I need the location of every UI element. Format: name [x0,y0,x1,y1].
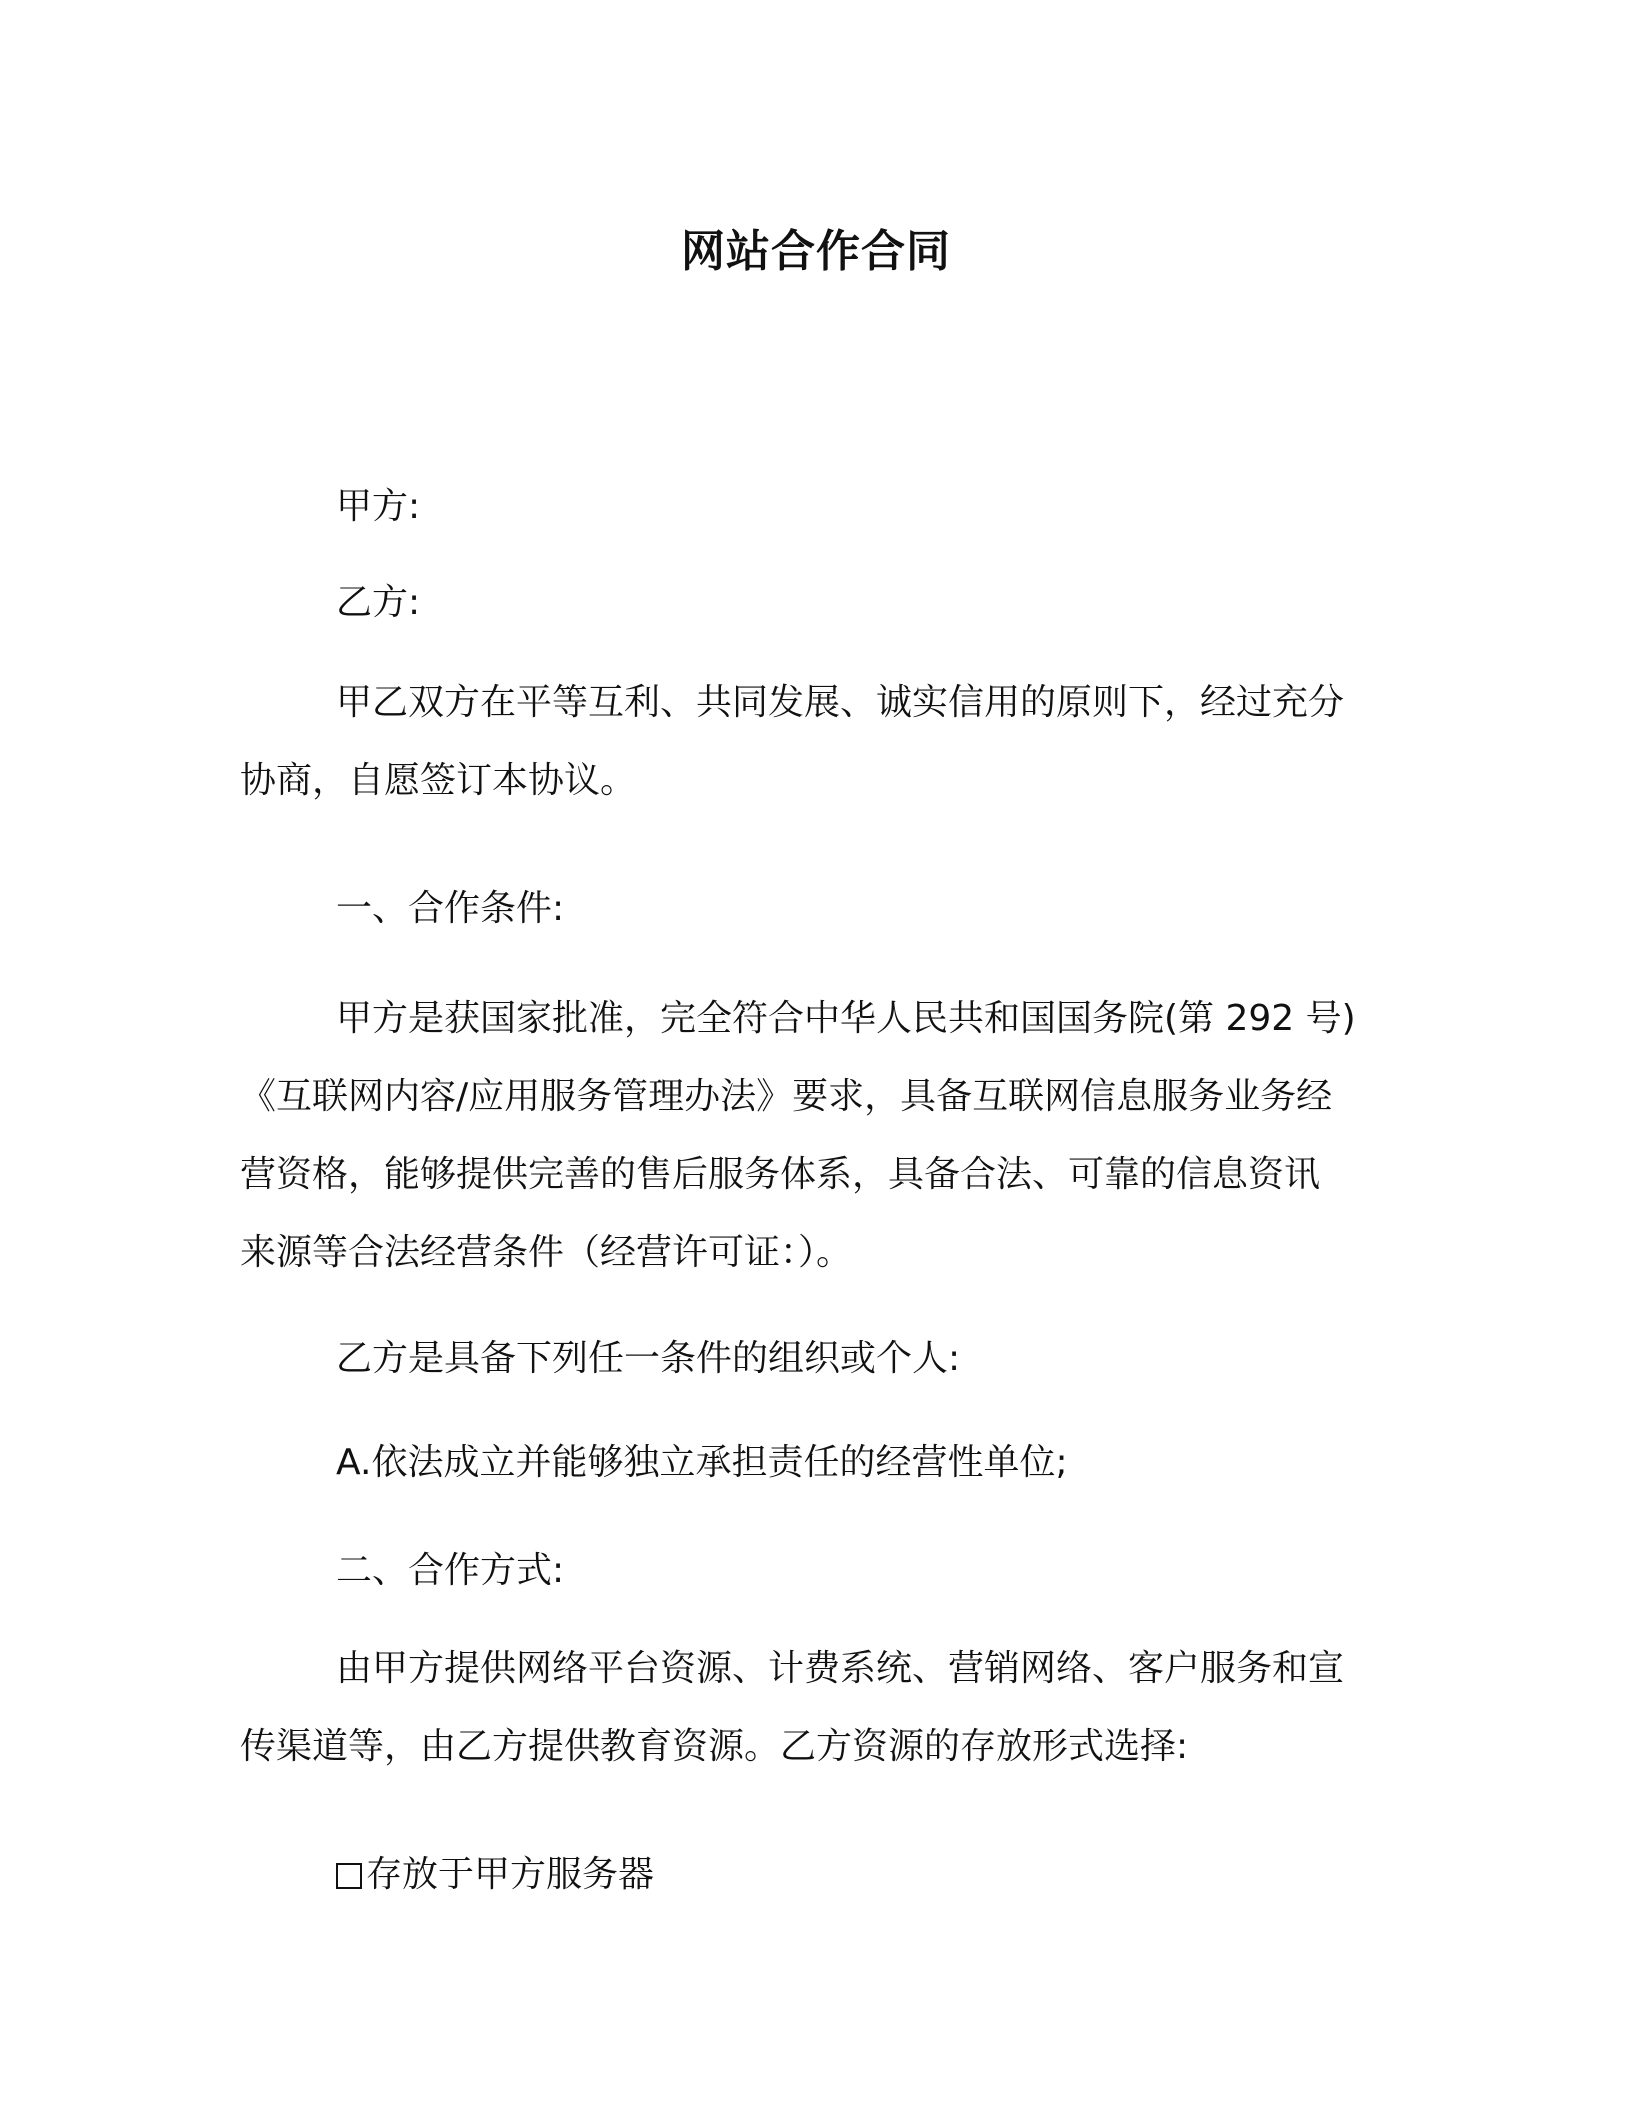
party-a-label: 甲方: [336,486,421,527]
intro-paragraph [240,664,1390,820]
document-title: 网站合作合同 [681,226,951,277]
intro-line-1: 甲乙双方在平等互利、共同发展、诚实信用的原则下，经过充分 [336,682,1345,723]
section-1-p1-line-1: 甲方是获国家批准，完全符合中华人民共和国国务院(第 292 号) [336,998,1356,1039]
section-1-item-a: A.依法成立并能够独立承担责任的经营性单位; [336,1442,1068,1483]
storage-option-1 [240,1836,1390,1914]
section-2-paragraph-1 [240,1630,1390,1786]
section-2-heading: 二、合作方式: [336,1550,565,1591]
storage-option-1-label: 存放于甲方服务器 [366,1854,655,1895]
checkbox-icon[interactable] [336,1863,362,1889]
section-1-p1-line-4: 来源等合法经营条件（经营许可证：）。 [240,1232,853,1273]
section-2-p1-line-2: 传渠道等，由乙方提供教育资源。乙方资源的存放形式选择: [240,1726,1189,1767]
section-1-paragraph-1 [240,980,1390,1292]
section-1-paragraph-2: 乙方是具备下列任一条件的组织或个人: [336,1338,961,1379]
intro-line-2: 协商，自愿签订本协议。 [240,760,637,801]
party-b-label: 乙方: [336,582,421,623]
section-1-p1-line-2: 《互联网内容/应用服务管理办法》要求，具备互联网信息服务业务经 [240,1076,1333,1117]
section-1-p1-line-3: 营资格，能够提供完善的售后服务体系，具备合法、可靠的信息资讯 [240,1154,1321,1195]
section-1-heading: 一、合作条件: [336,888,565,929]
section-2-p1-line-1: 由甲方提供网络平台资源、计费系统、营销网络、客户服务和宣 [336,1648,1345,1689]
